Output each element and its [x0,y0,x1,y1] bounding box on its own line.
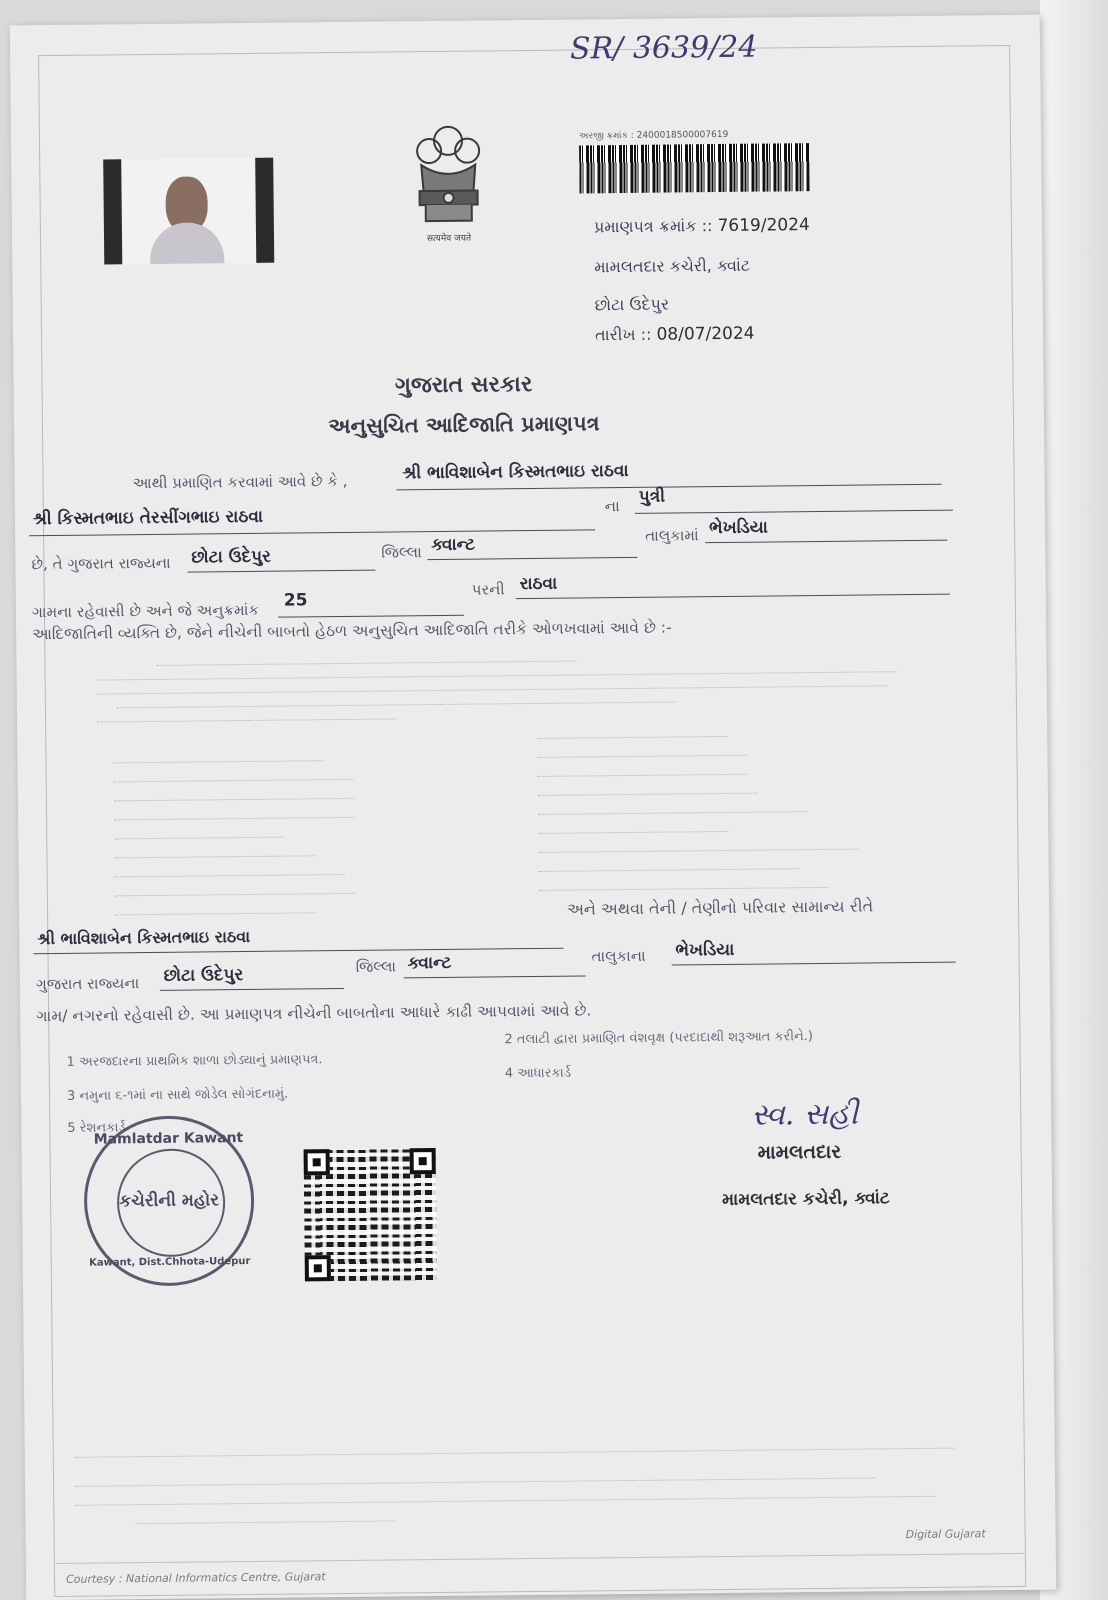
taluka-2: ક્વાન્ટ [407,952,452,974]
closing-statement: ગામ/ નગરનો રહેવાસી છે. આ પ્રમાણપત્ર નીચેની બાબતોના આધારે કાઢી આપવામાં આવે છે. [36,1001,592,1026]
barcode [579,143,809,193]
applicant-name: શ્રી ભાવિશાબેન કિસ્મતભાઇ રાઠવા [402,460,629,484]
tribe: રાઠવા [519,573,558,595]
district-field-2 [160,958,344,991]
basis-item-4: 4 આધારકાર્ડ [504,1065,572,1082]
issue-date-label: તારીખ :: [594,324,652,345]
signatory-office: મામલતદાર કચેરી, ક્વાંટ [722,1188,890,1211]
village: ભેખડિયા [708,517,769,539]
serial-number: 25 [283,590,308,611]
office-line-2: છોટા ઉદેપુર [594,294,670,315]
serial-field [278,587,464,618]
qr-code [304,1148,437,1281]
village-2: ભેખડિયા [675,939,735,961]
legal-references-right [537,716,879,891]
tribe-field [515,564,949,600]
taluka-field [427,529,637,560]
signature: સ્વ. સહી [751,1096,859,1133]
emblem-caption: सत्यमेव जयते [426,233,472,245]
taluka-label-2: તાલુકાના [591,946,646,966]
legal-references-left [113,742,375,916]
national-emblem-icon [403,112,494,243]
village-field-2 [671,932,955,966]
applicant-photo [103,158,274,265]
state-prefix: છે, તે ગુજરાત રાજ્યના [31,553,171,574]
state-prefix-2: ગુજરાત રાજ્યના [35,974,140,994]
certificate-sheet [10,15,1056,1600]
taluka: ક્વાન્ટ [431,534,476,556]
office-line-1: મામલતદાર કચેરી, ક્વાંટ [594,255,751,277]
certificate-number-label: પ્રમાણપત્ર ક્રમાંક :: [593,216,713,237]
district: છોટા ઉદેપુર [191,546,272,568]
relation-connector: ના [604,497,620,516]
relation-field [635,482,953,514]
certificate-number: 7619/2024 [717,215,810,237]
signatory-title: મામલતદાર [757,1140,842,1164]
footer-courtesy: Courtesy : National Informatics Centre, Gujarat [65,1570,326,1586]
district-2: છોટા ઉદેપુર [163,965,244,986]
district-label-2: જિલ્લા [355,957,397,976]
father-name: શ્રી કિસ્મતભાઇ તેરસીંગભાઇ રાઠવા [32,506,264,530]
district-label: જિલ્લા [381,543,422,562]
resident-prefix: ગામના રહેવાસી છે અને જે અનુક્રમાંક [31,600,260,622]
certify-prefix: આથી પ્રમાણિત કરવામાં આવે છે કે , [132,471,348,493]
seal-top-text: Mamlatdar Kawant [93,1130,244,1148]
seal-bottom-text: Kawant, Dist.Chhota-Udepur [89,1255,251,1269]
certificate-number-row [594,215,810,237]
basis-item-1: 1 અરજદારના પ્રાથમિક શાળા છોડ્યાનું પ્રમાણપત્ર. [66,1052,323,1070]
taluka-label: તાલુકામાં [645,526,699,545]
tribal-statement: આદિજાતિની વ્યક્તિ છે, જેને નીચેની બાબતો હેઠળ અનુસુચિત આદિજાતિ તરીકે ઓળખવામાં આવે છે :- [32,618,672,644]
footer-brand: Digital Gujarat [905,1527,986,1542]
issue-date-row [595,324,755,346]
family-statement: અને અથવા તેની / તેણીનો પરિવાર સામાન્ય રીતે [566,896,874,919]
page-title: ગુજરાત સરકાર [394,371,533,399]
district-field [187,542,375,573]
application-number: અરજી ક્રમાંક : 2400018500007619 [578,129,729,142]
taluka-field-2 [403,945,585,978]
relation: પુત્રી [638,486,666,507]
par-label: પરની [471,580,505,599]
seal-center-text: કચેરીની મહોર [119,1190,220,1212]
handwritten-file-number: SR/ 3639/24 [569,29,758,67]
basis-item-3: 3 નમુના ૬-૧માં ના સાથે જોડેલ સોગંદનામું. [66,1086,289,1104]
village-field [705,512,947,544]
basis-item-5: 5 રેશનકાર્ડ [67,1120,126,1136]
issue-date: 08/07/2024 [656,323,755,345]
basis-item-2: 2 તલાટી દ્વારા પ્રમાણિત વંશવૃક્ષ (પરદાદાથી શરૂઆત કરીને.) [504,1029,814,1048]
applicant-name-2: શ્રી ભાવિશાબેન કિસ્મતભાઇ રાઠવા [37,926,251,949]
footnote-block [75,1436,956,1525]
office-seal [83,1115,255,1287]
certificate-title: અનુસુચિત આદિજાતિ પ્રમાણપત્ર [328,411,600,439]
barcode-block [579,129,810,193]
